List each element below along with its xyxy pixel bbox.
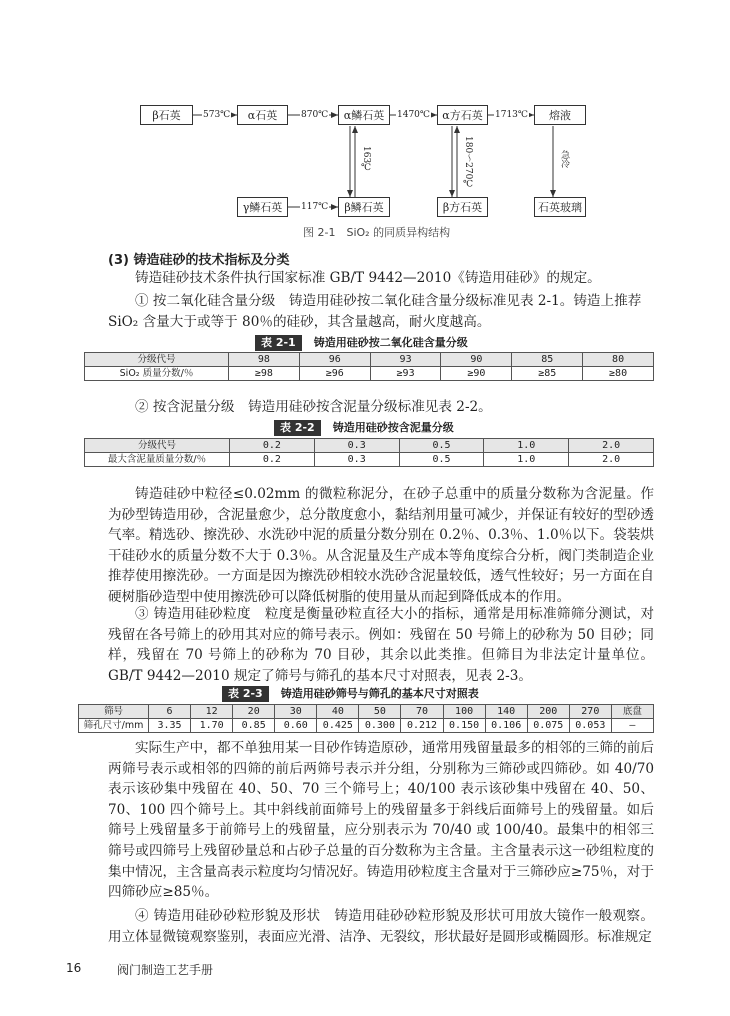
table-cell: 70 [401, 705, 443, 719]
paragraph-sieve-grouping: 实际生产中，都不单独用某一目砂作铸造原砂，通常用残留量最多的相邻的三筛的前后两筛号表示或相邻的四筛的前后两筛号表示并分组，分别称为三筛砂或四筛砂。如 40/70 表示该砂集中残留在 40、50、70 三个筛号上；40/100 表示该砂集中残留在 40、50、70、100 四个筛号上。其中斜线前面筛号上的残留量多于斜线后面筛号上的残留量。如后筛号上残留量多于前筛号上的残留量，应分别表示为 70/40 或 100/40。最集中的相邻三筛号或四筛号上残留砂量总和占砂子总量的百分数称为主含量。主含量表示这一砂组粒度的集中情况，主含量高表示粒度均匀情况好。铸造用砂粒度主含量对于三筛砂应≥75％，对于四筛砂应≥85％。 [108, 740, 654, 901]
table-cell: 200 [527, 705, 569, 719]
table-cell: ≥93 [370, 367, 441, 381]
table-row [85, 453, 654, 467]
paragraph-silica-grading-line1: ① 按二氧化硅含量分级 铸造用硅砂按二氧化硅含量分级标准见表 2-1。铸造上推荐 [135, 293, 642, 309]
node-alpha-tridymite: α鳞石英 [338, 105, 390, 125]
label-1713: 1713℃ [495, 110, 528, 120]
table-2-1 [84, 352, 654, 381]
label-1470: 1470℃ [397, 110, 430, 120]
table-cell: 40 [317, 705, 359, 719]
paragraph-clay-grading: ② 按含泥量分级 铸造用硅砂按含泥量分级标准见表 2-2。 [135, 399, 492, 415]
table-cell: 0.3 [314, 439, 399, 453]
table-cell: 0.150 [443, 719, 485, 733]
table-cell: 6 [149, 705, 191, 719]
table-row-label: 分级代号 [85, 353, 229, 367]
table-cell: ≥90 [441, 367, 512, 381]
node-melt: 熔液 [534, 105, 586, 125]
table-2-1-caption [255, 335, 468, 351]
paragraph-standard: 铸造硅砂技术条件执行国家标准 GB/T 9442—2010《铸造用硅砂》的规定。 [135, 270, 601, 286]
table-2-3-tag: 表 2-3 [222, 686, 269, 702]
label-117: 117℃ [301, 202, 329, 212]
table-cell: 0.3 [314, 453, 399, 467]
table-row [85, 439, 654, 453]
table-cell: 30 [275, 705, 317, 719]
paragraph-silica-grading-line2: SiO₂ 含量大于或等于 80％的硅砂，其含量越高，耐火度越高。 [108, 314, 491, 330]
paragraph-grain-shape: ④ 铸造用硅砂砂粒形貌及形状 铸造用硅砂砂粒形貌及形状可用放大镜作一般观察。用立体显微镜观察鉴别，表面应光滑、洁净、无裂纹，形状最好是圆形或椭圆形。标准规定 [108, 908, 654, 945]
table-row-label: 分级代号 [85, 439, 230, 453]
node-beta-tridymite: β鳞石英 [338, 197, 390, 217]
label-573: 573℃ [203, 110, 231, 120]
page-number: 16 [66, 961, 82, 975]
label-163: 163℃ [361, 146, 371, 174]
table-cell: 0.2 [230, 453, 315, 467]
node-alpha-quartz: α石英 [237, 105, 288, 125]
table-row-label: 筛孔尺寸/mm [79, 719, 149, 733]
figure-caption: 图 2-1 SiO₂ 的同质异构结构 [303, 226, 451, 239]
table-cell: 0.5 [399, 439, 484, 453]
table-cell: 98 [229, 353, 300, 367]
table-cell: ≥98 [229, 367, 300, 381]
paragraph-grain-size: ③ 铸造用硅砂粒度 粒度是衡量砂粒直径大小的指标，通常是用标准筛筛分测试，对残留在各号筛上的砂用其对应的筛号表示。例如：残留在 50 号筛上的砂称为 50 目砂；同样，残留在 70 号筛上的砂称为 70 目砂，其余以此类推。但筛目为非法定计量单位。GB/T 9442—2010 规定了筛号与筛孔的基本尺寸对照表，见表 2-3。 [108, 606, 654, 684]
table-cell: 0.075 [527, 719, 569, 733]
table-cell: ≥96 [299, 367, 370, 381]
table-cell: 80 [583, 353, 654, 367]
table-row [79, 719, 654, 733]
table-cell: 270 [569, 705, 611, 719]
table-cell: 20 [233, 705, 275, 719]
table-cell: 3.35 [149, 719, 191, 733]
table-cell: 90 [441, 353, 512, 367]
book-title: 阀门制造工艺手册 [117, 963, 214, 977]
table-cell: 1.0 [484, 439, 569, 453]
node-gamma-tridymite: γ鳞石英 [237, 197, 288, 217]
table-cell: 85 [512, 353, 583, 367]
table-cell: 0.300 [359, 719, 401, 733]
table-cell: 12 [191, 705, 233, 719]
table-row-label: SiO₂ 质量分数/％ [85, 367, 229, 381]
table-cell: 0.2 [230, 439, 315, 453]
table-row [85, 367, 654, 381]
table-cell: 100 [443, 705, 485, 719]
node-alpha-cristobalite: α方石英 [437, 105, 488, 125]
table-cell: ≥80 [583, 367, 654, 381]
table-cell: 底盘 [611, 705, 653, 719]
label-870: 870℃ [301, 110, 329, 120]
table-cell: 0.425 [317, 719, 359, 733]
table-2-1-tag: 表 2-1 [255, 335, 302, 351]
table-cell: 0.212 [401, 719, 443, 733]
table-2-2-tag: 表 2-2 [274, 420, 321, 436]
section-heading: (3) 铸造硅砂的技术指标及分类 [108, 253, 290, 268]
table-row-label: 筛号 [79, 705, 149, 719]
table-cell: 96 [299, 353, 370, 367]
table-2-2-caption [274, 420, 454, 436]
table-2-3-title: 铸造用硅砂筛号与筛孔的基本尺寸对照表 [280, 687, 479, 700]
paragraph-clay-content: 铸造硅砂中粒径≤0.02mm 的微粒称泥分，在砂子总重中的质量分数称为含泥量。作为砂型铸造用砂，含泥量愈少，总分散度愈小，黏结剂用量可减少，并保证有较好的型砂透气率。精选砂、擦洗砂、水洗砂中泥的质量分数分别在 0.2％、0.3％、1.0％以下。袋装烘干硅砂水的质量分数不大于 0.3％。从含泥量及生产成本等角度综合分析，阀门类制造企业推荐使用擦洗砂。一方面是因为擦洗砂相较水洗砂含泥量较低，透气性较好；另一方面在自硬树脂砂造型中使用擦洗砂可以降低树脂的使用量从而起到降低成本的作用。 [108, 486, 654, 605]
table-2-2-title: 铸造用硅砂按含泥量分级 [332, 421, 454, 434]
label-180-270: 180～270℃ [463, 136, 473, 190]
table-2-3-caption [222, 686, 479, 702]
node-quartz-glass: 石英玻璃 [534, 197, 586, 217]
table-2-2 [84, 438, 654, 467]
table-2-1-title: 铸造用硅砂按二氧化硅含量分级 [313, 336, 468, 349]
table-row-label: 最大含泥量质量分数/％ [85, 453, 230, 467]
table-cell: 0.60 [275, 719, 317, 733]
table-row [79, 705, 654, 719]
node-beta-cristobalite: β方石英 [437, 197, 488, 217]
table-2-3 [78, 704, 654, 733]
table-cell: 93 [370, 353, 441, 367]
node-beta-quartz: β石英 [140, 105, 193, 125]
table-cell: 0.106 [485, 719, 527, 733]
table-cell: 2.0 [569, 453, 654, 467]
label-quench: 急冷 [559, 150, 569, 168]
table-cell: 0.053 [569, 719, 611, 733]
table-cell: 2.0 [569, 439, 654, 453]
table-cell: 0.85 [233, 719, 275, 733]
table-cell: 1.70 [191, 719, 233, 733]
table-cell: 140 [485, 705, 527, 719]
table-cell: 0.5 [399, 453, 484, 467]
table-cell: 1.0 [484, 453, 569, 467]
table-cell: 50 [359, 705, 401, 719]
table-row [85, 353, 654, 367]
table-cell: ≥85 [512, 367, 583, 381]
table-cell: — [611, 719, 653, 733]
